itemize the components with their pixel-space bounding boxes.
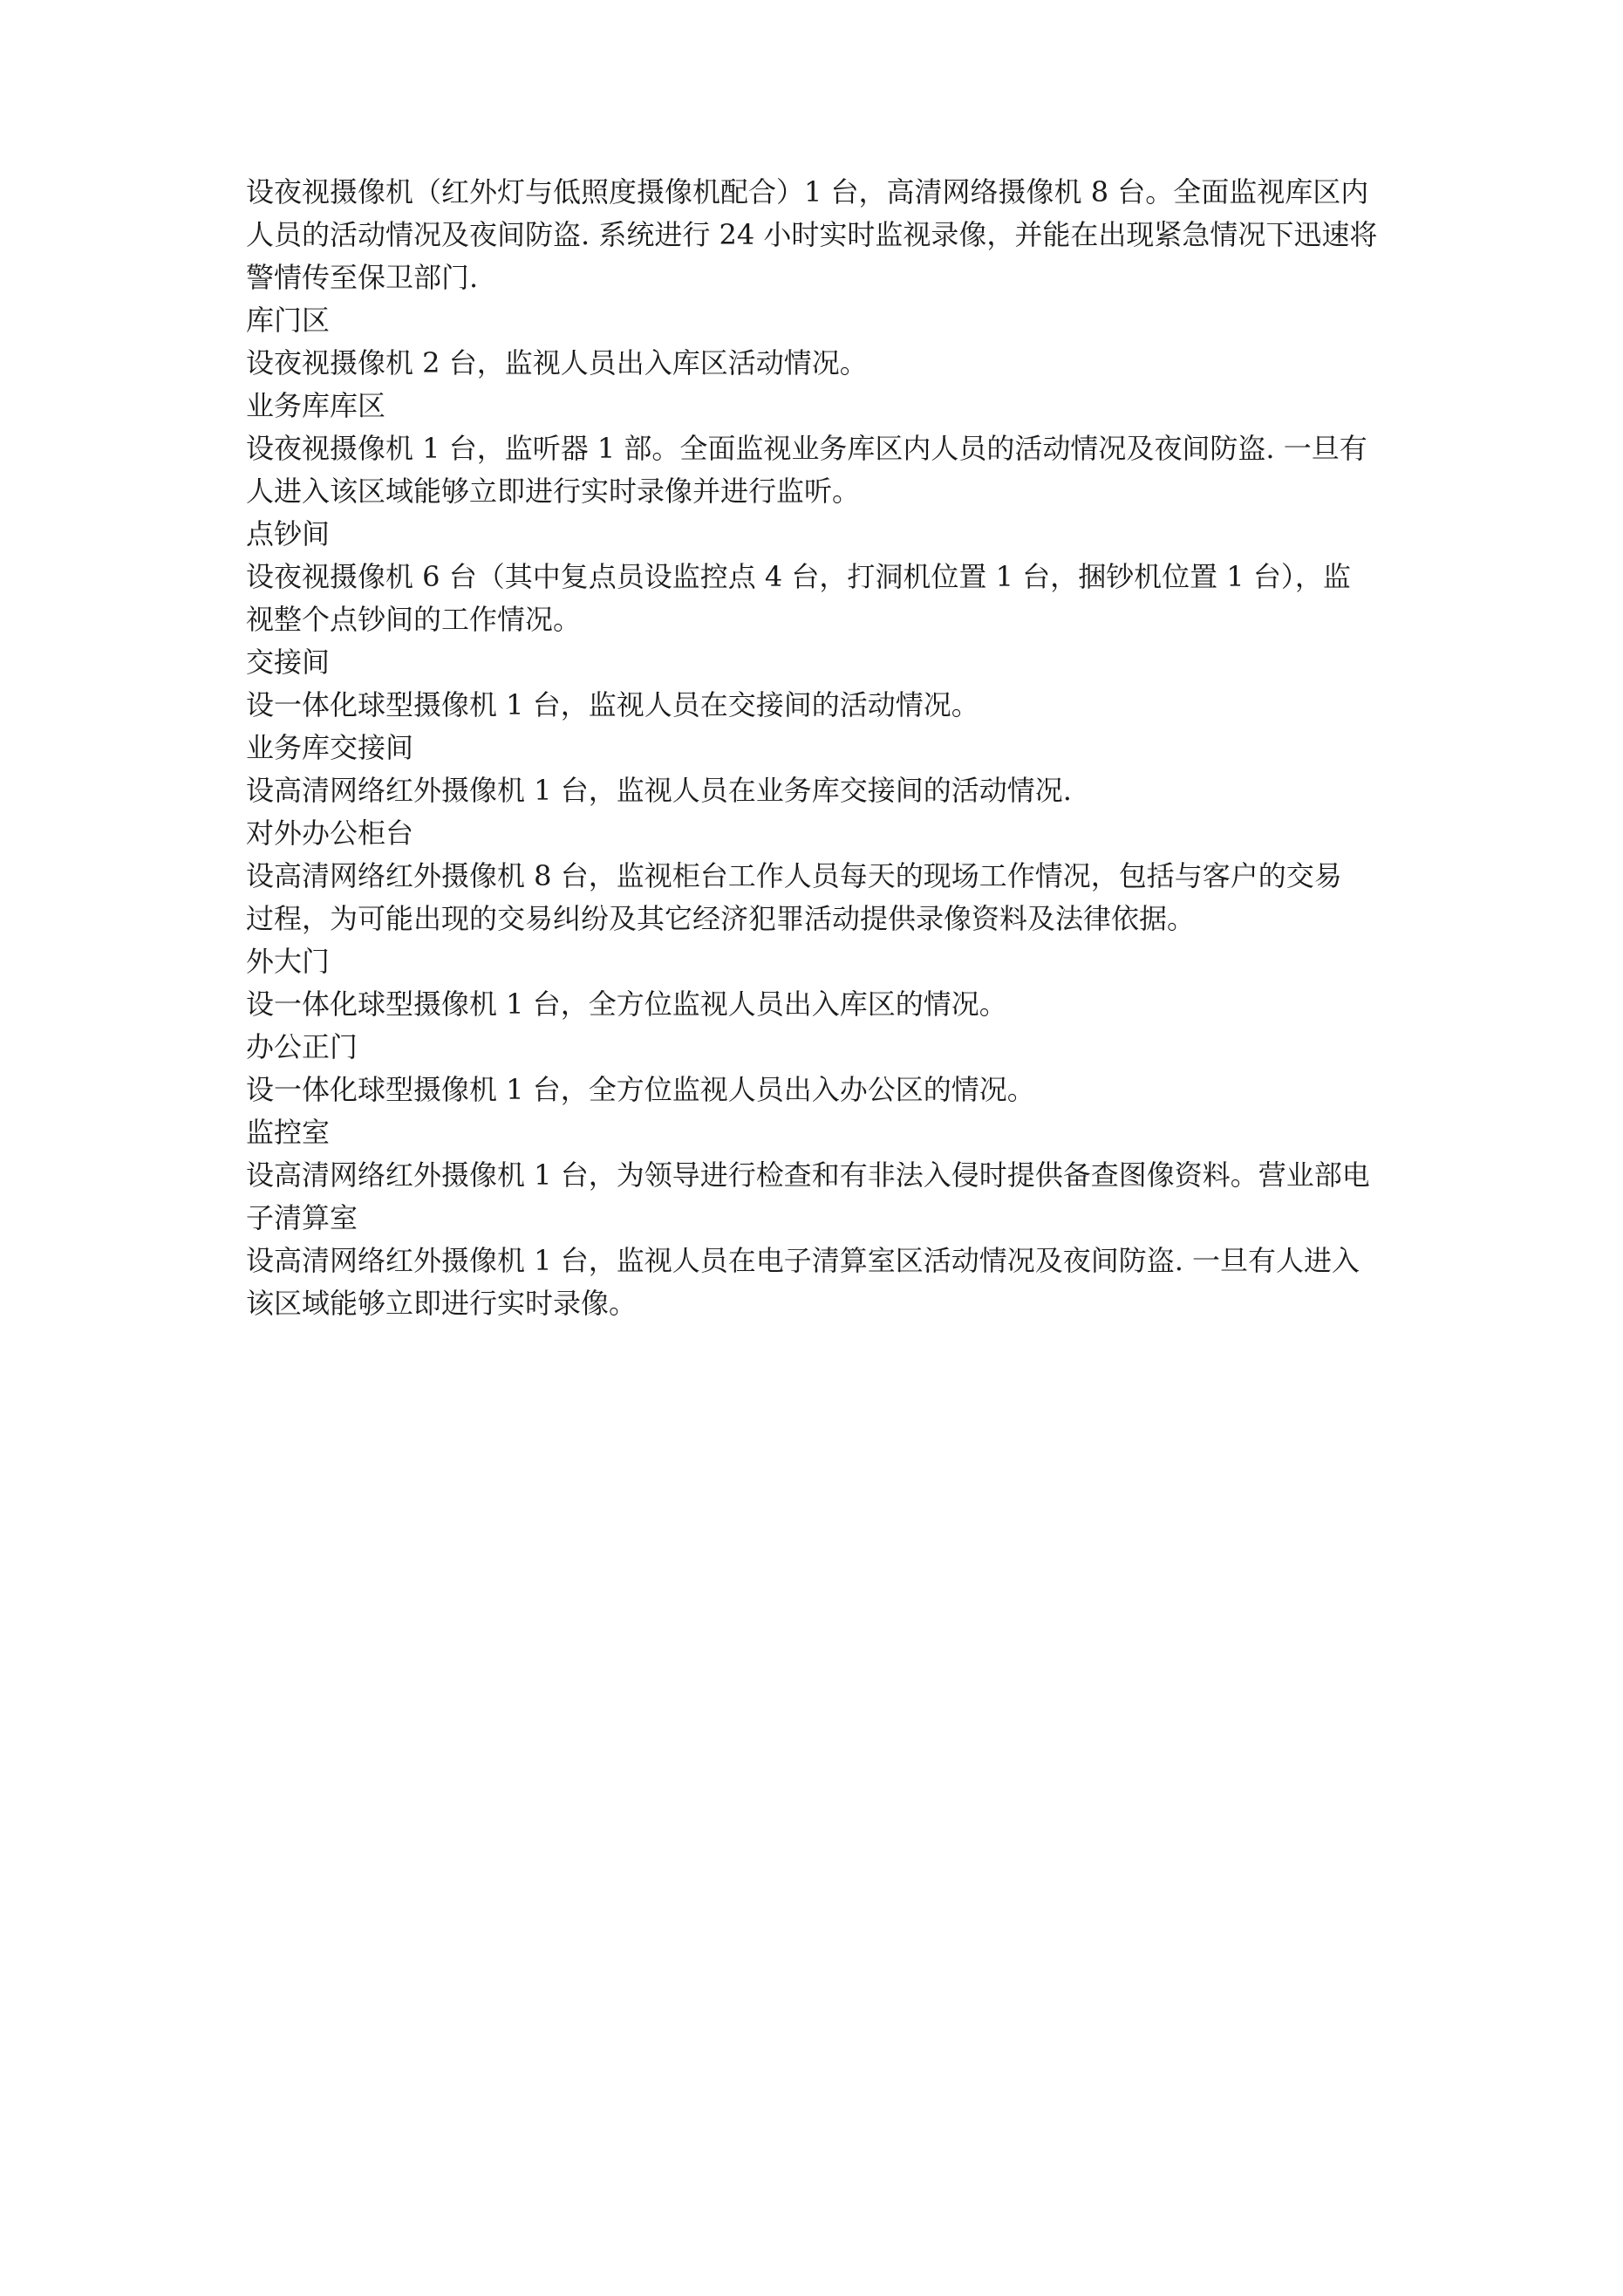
text-line: 设夜视摄像机（红外灯与低照度摄像机配合）1 台，高清网络摄像机 8 台。全面监视库区内 (246, 175, 1369, 208)
text-line: 设夜视摄像机 6 台（其中复点员设监控点 4 台，打洞机位置 1 台，捆钞机位置 1 台），监 (246, 560, 1351, 593)
text-line: 该区域能够立即进行实时录像。 (246, 1287, 638, 1320)
text-line: 过程，为可能出现的交易纠纷及其它经济犯罪活动提供录像资料及法律依据。 (246, 902, 1196, 935)
section-heading: 外大门 (246, 945, 331, 978)
text-line: 设高清网络红外摄像机 1 台，为领导进行检查和有非法入侵时提供备查图像资料。营业部电 (246, 1158, 1370, 1192)
section-heading: 库门区 (246, 304, 331, 337)
text-line: 人员的活动情况及夜间防盗. 系统进行 24 小时实时监视录像，并能在出现紧急情况下迅速将 (246, 218, 1378, 251)
text-line: 设高清网络红外摄像机 1 台，监视人员在电子清算室区活动情况及夜间防盗. 一旦有人进入 (246, 1244, 1360, 1277)
section-heading: 业务库交接间 (246, 731, 414, 764)
section-heading: 业务库库区 (246, 389, 386, 422)
text-line: 设一体化球型摄像机 1 台，监视人员在交接间的活动情况。 (246, 688, 979, 721)
section-heading: 点钞间 (246, 517, 331, 550)
text-line: 设一体化球型摄像机 1 台，全方位监视人员出入库区的情况。 (246, 987, 1007, 1021)
text-line: 设夜视摄像机 2 台，监视人员出入库区活动情况。 (246, 346, 868, 379)
text-line: 视整个点钞间的工作情况。 (246, 603, 582, 636)
text-line: 设高清网络红外摄像机 1 台，监视人员在业务库交接间的活动情况. (246, 774, 1072, 807)
section-heading: 交接间 (246, 646, 331, 679)
text-line: 设一体化球型摄像机 1 台，全方位监视人员出入办公区的情况。 (246, 1073, 1035, 1106)
text-line: 设高清网络红外摄像机 8 台，监视柜台工作人员每天的现场工作情况，包括与客户的交易 (246, 859, 1342, 892)
text-line: 设夜视摄像机 1 台，监听器 1 部。全面监视业务库区内人员的活动情况及夜间防盗. 一旦有 (246, 432, 1367, 465)
section-heading: 对外办公柜台 (246, 817, 414, 850)
text-line: 人进入该区域能够立即进行实时录像并进行监听。 (246, 475, 861, 508)
document-body (246, 171, 1401, 1325)
text-line: 子清算室 (246, 1201, 358, 1234)
section-heading: 监控室 (246, 1116, 331, 1149)
text-line: 警情传至保卫部门. (246, 261, 479, 294)
section-heading: 办公正门 (246, 1030, 358, 1063)
